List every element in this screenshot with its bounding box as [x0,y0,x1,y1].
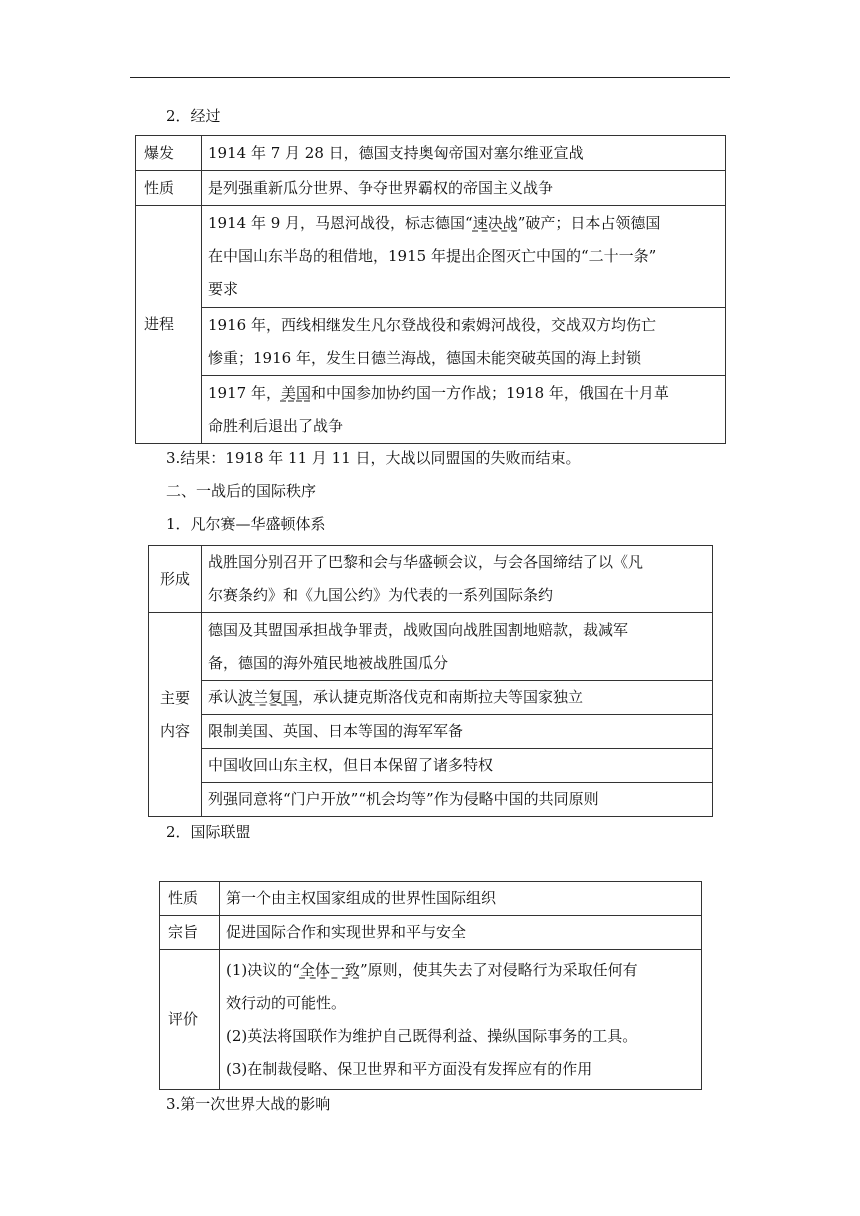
table-row [149,749,713,783]
part2-heading: 二、一战后的国际秩序 [166,482,317,500]
content-item-1: 德国及其盟国承担战争罪责，战败国向战胜国割地赔款，裁减军 备，德国的海外殖民地被战胜国瓜分 [202,613,713,681]
table-row [136,376,726,444]
process-item-3: 1917 年，美国和中国参加协约国一方作战；1918 年，俄国在十月革 命胜利后退出了战争 [202,376,726,444]
row-label-evaluation: 评价 [160,950,220,1090]
content-item-3: 限制美国、英国、日本等国的海军军备 [202,715,713,749]
table-row [136,171,726,206]
process-item-2: 1916 年，西线相继发生凡尔登战役和索姆河战役，交战双方均伤亡 惨重；1916 年，发生日德兰海战，德国未能突破英国的海上封锁 [202,308,726,376]
versailles-table [148,545,713,817]
row-label-formation: 形成 [149,546,202,613]
table-row [136,206,726,308]
row-text-nature: 是列强重新瓜分世界、争夺世界霸权的帝国主义战争 [202,171,726,206]
table-row [149,715,713,749]
row-text-purpose: 促进国际合作和实现世界和平与安全 [220,916,702,950]
table-row [160,882,702,916]
section-heading-process: 2．经过 [166,107,221,125]
table-row [149,681,713,715]
war-course-table [135,135,726,444]
row-label-process: 进程 [136,206,202,444]
table-row [136,136,726,171]
content-item-2: 承认波兰复国，承认捷克斯洛伐克和南斯拉夫等国家独立 [202,681,713,715]
row-label-purpose: 宗旨 [160,916,220,950]
league-table [159,881,702,1090]
table-row [160,916,702,950]
row-text-evaluation: (1)决议的“全体一致”原则，使其失去了对侵略行为采取任何有 效行动的可能性。 (2)英法将国联作为维护自己既得利益、操纵国际事务的工具。 (3)在制裁侵略、保卫世界和平方面没有发挥应有的作用 [220,950,702,1090]
row-label-outbreak: 爆发 [136,136,202,171]
row-text-formation: 战胜国分别召开了巴黎和会与华盛顿会议，与会各国缔结了以《凡 尔赛条约》和《九国公约》为代表的一系列国际条约 [202,546,713,613]
row-text-nature: 第一个由主权国家组成的世界性国际组织 [220,882,702,916]
table-row [160,950,702,1090]
row-text-outbreak: 1914 年 7 月 28 日，德国支持奥匈帝国对塞尔维亚宣战 [202,136,726,171]
process-item-1: 1914 年 9 月，马恩河战役，标志德国“速决战”破产；日本占领德国 在中国山东半岛的租借地，1915 年提出企图灭亡中国的“二十一条” 要求 [202,206,726,308]
content-item-5: 列强同意将“门户开放”“机会均等”作为侵略中国的共同原则 [202,783,713,817]
impact-heading: 3.第一次世界大战的影响 [166,1095,331,1113]
row-label-nature: 性质 [160,882,220,916]
header-rule [130,77,730,78]
content-item-4: 中国收回山东主权，但日本保留了诸多特权 [202,749,713,783]
table-row [149,613,713,681]
result-line: 3.结果：1918 年 11 月 11 日，大战以同盟国的失败而结束。 [166,449,581,467]
row-label-content: 主要 内容 [149,613,202,817]
table-row [149,546,713,613]
league-heading: 2．国际联盟 [166,823,251,841]
table-row [149,783,713,817]
row-label-nature: 性质 [136,171,202,206]
table-row [136,308,726,376]
versailles-heading: 1．凡尔赛—华盛顿体系 [166,515,326,533]
